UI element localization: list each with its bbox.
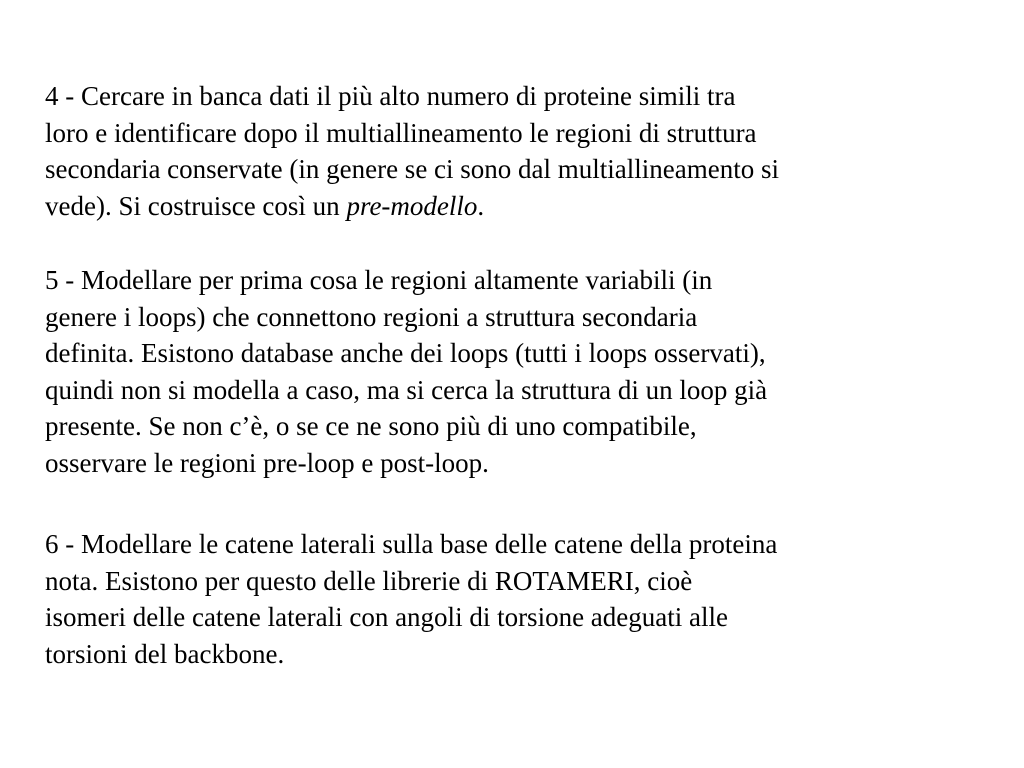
text-line: 5 - Modellare per prima cosa le regioni altamente variabili (in (45, 265, 713, 295)
text-line: genere i loops) che connettono regioni a struttura secondaria (45, 301, 698, 332)
text-run: . (477, 190, 485, 221)
text-line: secondaria conservate (in genere se ci sono dal multiallineamento si (45, 154, 779, 184)
paragraph-step-6 (45, 526, 1005, 672)
paragraph-step-4 (45, 78, 1005, 224)
emphasized-term: pre-modello (346, 190, 478, 221)
text-line: loro e identificare dopo il multiallineamento le regioni di struttura (45, 117, 757, 148)
text-line: presente. Se non c’è, o se ce ne sono più di uno compatibile, (45, 411, 697, 441)
text-line: 4 - Cercare in banca dati il più alto numero di proteine simili tra (45, 81, 736, 111)
text-line: nota. Esistono per questo delle librerie di ROTAMERI, cioè (45, 565, 693, 596)
text-line-with-emphasis (45, 188, 1005, 225)
text-line: osservare le regioni pre-loop e post-loop. (45, 447, 489, 478)
text-run: vede). Si costruisce così un (45, 190, 347, 221)
text-line: torsioni del backbone. (45, 638, 285, 669)
text-line: quindi non si modella a caso, ma si cerca la struttura di un loop già (45, 374, 768, 405)
paragraph-step-5 (45, 262, 1005, 481)
text-line: 6 - Modellare le catene laterali sulla base delle catene della proteina (45, 529, 778, 559)
text-line: isomeri delle catene laterali con angoli di torsione adeguati alle (45, 602, 728, 632)
text-line: definita. Esistono database anche dei loops (tutti i loops osservati), (45, 338, 766, 368)
